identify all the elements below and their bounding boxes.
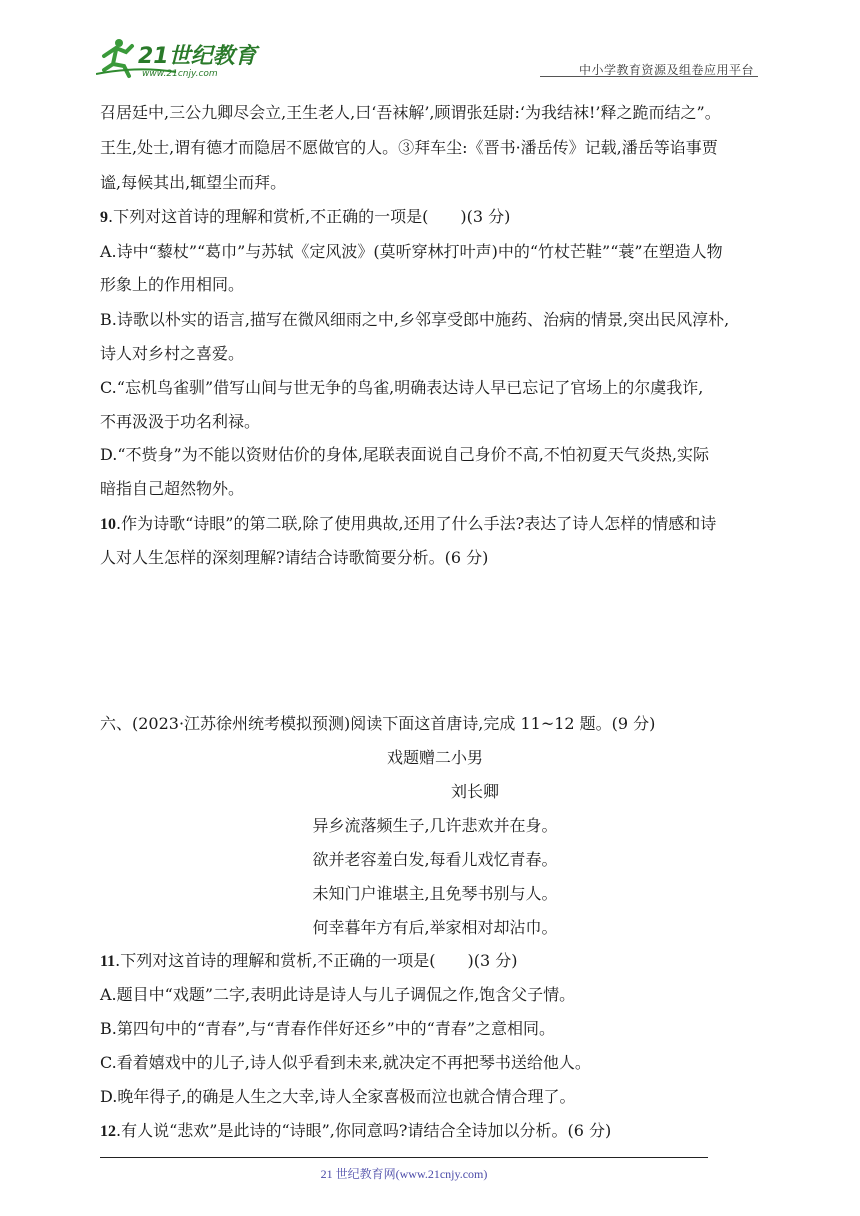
site-logo[interactable] bbox=[96, 36, 276, 80]
footer-link[interactable]: 21 世纪教育网(www.21cnjy.com) bbox=[320, 1167, 488, 1181]
note-line-1: 召居廷中,三公九卿尽会立,王生老人,曰‘吾袜解’,顾谓张廷尉:‘为我结袜!’释之跪而结之”。 bbox=[100, 103, 721, 122]
option-c: C.看着嬉戏中的儿子,诗人似乎看到未来,就决定不再把琴书送给他人。 bbox=[100, 1053, 591, 1072]
poem-title: 戏题赠二小男 bbox=[386, 748, 483, 767]
question-10-line-2: 人对人生怎样的深刻理解?请结合诗歌简要分析。(6 分) bbox=[100, 548, 489, 567]
section-6-heading: 六、(2023·江苏徐州统考模拟预测)阅读下面这首唐诗,完成 11~12 题。(9 分) bbox=[100, 714, 656, 733]
question-12-stem bbox=[100, 1120, 611, 1143]
option-b: B.第四句中的“青春”,与“青春作伴好还乡”中的“青春”之意相同。 bbox=[100, 1019, 556, 1038]
option-a: A.题目中“戏题”二字,表明此诗是诗人与儿子调侃之作,饱含父子情。 bbox=[100, 985, 576, 1004]
logo-text: 21世纪教育 bbox=[138, 44, 257, 69]
page-header bbox=[96, 30, 756, 78]
poem-line: 异乡流落频生子,几许悲欢并在身。 bbox=[312, 816, 558, 835]
option-a-line-1: A.诗中“藜杖”“葛巾”与苏轼《定风波》(莫听穿林打叶声)中的“竹杖芒鞋”“蓑”在塑造人物 bbox=[100, 242, 723, 261]
option-c-line-1: C.“忘机鸟雀驯”借写山间与世无争的鸟雀,明确表达诗人早已忘记了官场上的尔虞我诈, bbox=[100, 378, 704, 397]
option-c-line-2: 不再汲汲于功名利禄。 bbox=[100, 412, 261, 431]
question-number: 12 bbox=[100, 1123, 116, 1140]
logo-url: www.21cnjy.com bbox=[142, 69, 218, 79]
header-divider bbox=[540, 76, 758, 77]
option-d-line-2: 暗指自己超然物外。 bbox=[100, 479, 245, 498]
question-text: .下列对这首诗的理解和赏析,不正确的一项是( )(3 分) bbox=[115, 951, 518, 970]
question-11-stem bbox=[100, 950, 518, 973]
option-a-line-2: 形象上的作用相同。 bbox=[100, 275, 245, 294]
note-line-3: 谧,每候其出,辄望尘而拜。 bbox=[100, 173, 287, 192]
poem-line: 未知门户谁堪主,且免琴书别与人。 bbox=[312, 884, 558, 903]
note-line-2: 王生,处士,谓有德才而隐居不愿做官的人。③拜车尘:《晋书·潘岳传》记载,潘岳等谄事贾 bbox=[100, 138, 718, 157]
option-d-line-1: D.“不赀身”为不能以资财估价的身体,尾联表面说自己身价不高,不怕初夏天气炎热,实际 bbox=[100, 445, 709, 464]
question-text: .作为诗歌“诗眼”的第二联,除了使用典故,还用了什么手法?表达了诗人怎样的情感和诗 bbox=[116, 514, 717, 533]
poem-author: 刘长卿 bbox=[450, 782, 499, 801]
question-10-line-1 bbox=[100, 513, 716, 536]
platform-name: 中小学教育资源及组卷应用平台 bbox=[578, 63, 754, 77]
footer-divider bbox=[100, 1157, 708, 1158]
question-text: .有人说“悲欢”是此诗的“诗眼”,你同意吗?请结合全诗加以分析。(6 分) bbox=[116, 1121, 612, 1140]
question-number: 9 bbox=[100, 209, 108, 226]
question-9-stem bbox=[100, 206, 510, 229]
option-b-line-2: 诗人对乡村之喜爱。 bbox=[100, 344, 245, 363]
question-number: 10 bbox=[100, 516, 116, 533]
poem-line: 欲并老容羞白发,每看儿戏忆青春。 bbox=[312, 850, 558, 869]
poem-line: 何幸暮年方有后,举家相对却沾巾。 bbox=[312, 918, 558, 937]
question-number: 11 bbox=[100, 953, 116, 970]
question-text: .下列对这首诗的理解和赏析,不正确的一项是( )(3 分) bbox=[108, 207, 511, 226]
runner-logo-icon bbox=[96, 36, 276, 80]
option-b-line-1: B.诗歌以朴实的语言,描写在微风细雨之中,乡邻享受郎中施药、治病的情景,突出民风淳朴, bbox=[100, 310, 730, 329]
option-d: D.晚年得子,的确是人生之大幸,诗人全家喜极而泣也就合情合理了。 bbox=[100, 1087, 576, 1106]
